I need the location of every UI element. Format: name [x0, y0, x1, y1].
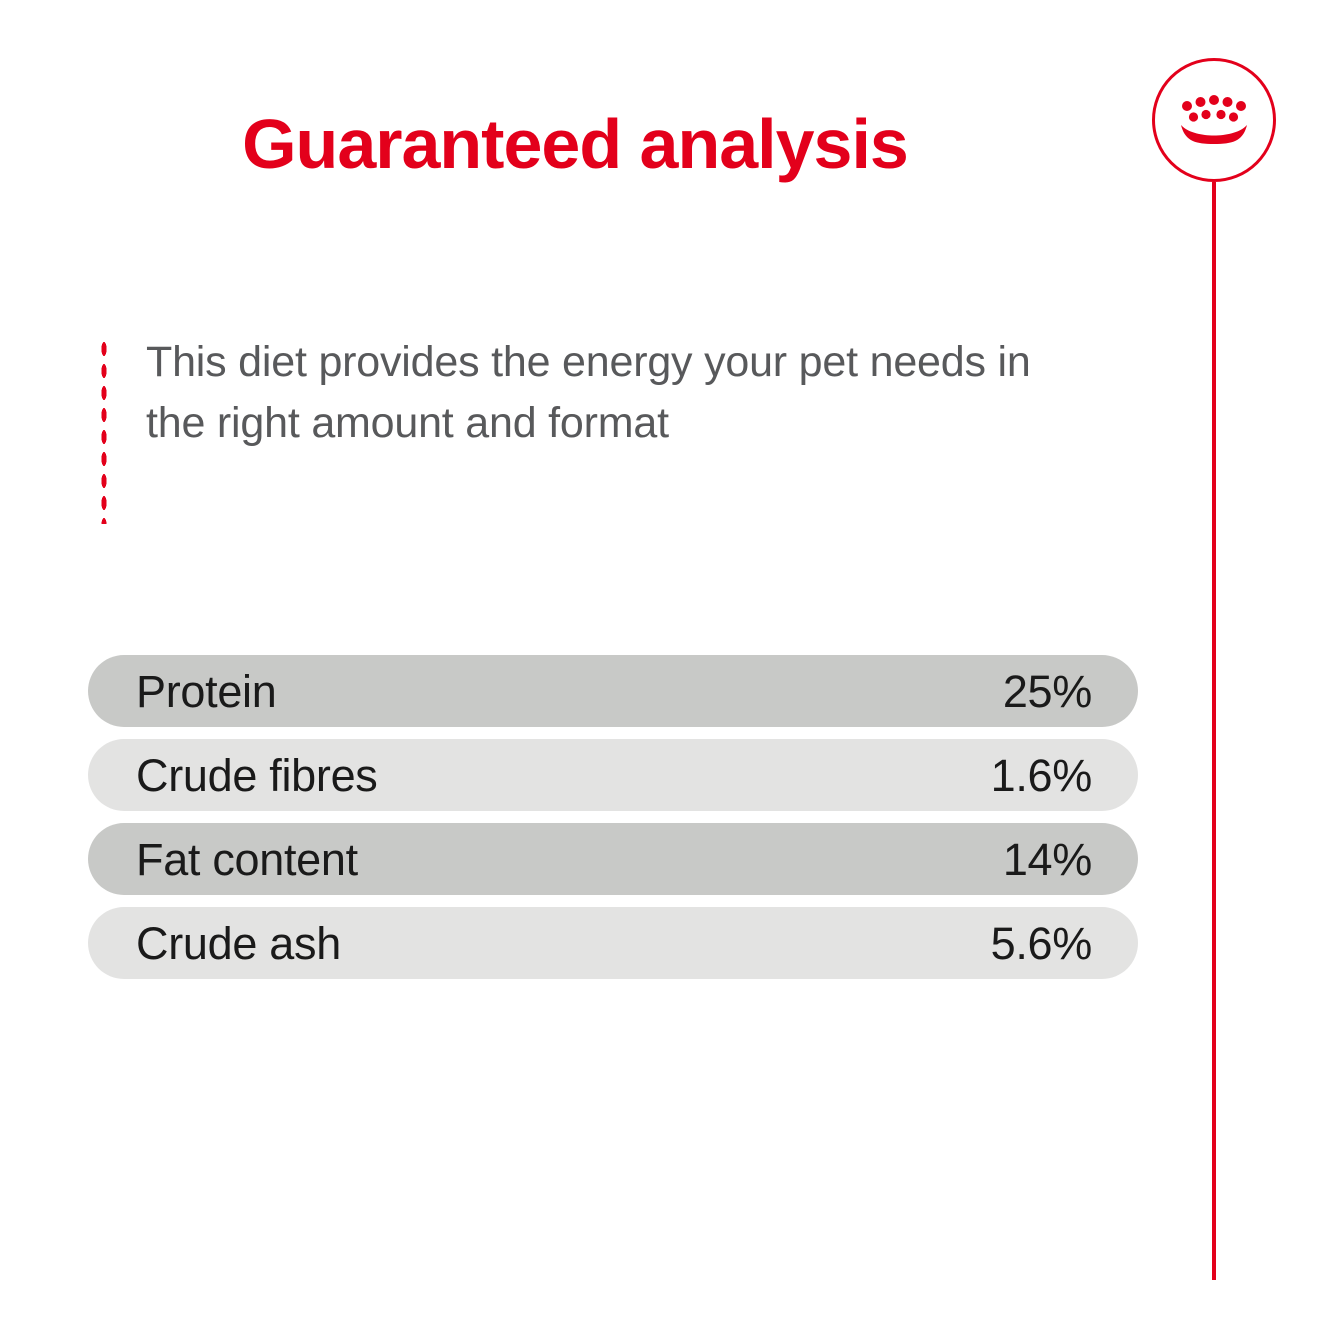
analysis-row: [88, 907, 1138, 979]
analysis-row-value: 14%: [1002, 833, 1092, 885]
analysis-row-value: 1.6%: [990, 749, 1092, 801]
royal-canin-badge: [1152, 58, 1276, 182]
intro-block: [100, 332, 1100, 454]
intro-text: This diet provides the energy your pet needs in the right amount and format: [146, 338, 1031, 448]
dotted-accent-rule: [100, 338, 108, 524]
page-title: Guaranteed analysis: [242, 105, 908, 183]
analysis-row: [88, 823, 1138, 895]
analysis-row-label: Crude ash: [136, 917, 341, 969]
analysis-row-label: Crude fibres: [136, 749, 378, 801]
analysis-row-value: 25%: [1002, 665, 1092, 717]
vertical-rule: [1212, 182, 1216, 1280]
analysis-row: [88, 655, 1138, 727]
analysis-row-label: Fat content: [136, 833, 358, 885]
analysis-row: [88, 739, 1138, 811]
analysis-row-label: Protein: [136, 665, 277, 717]
analysis-row-value: 5.6%: [990, 917, 1092, 969]
guaranteed-analysis-list: [88, 655, 1138, 991]
